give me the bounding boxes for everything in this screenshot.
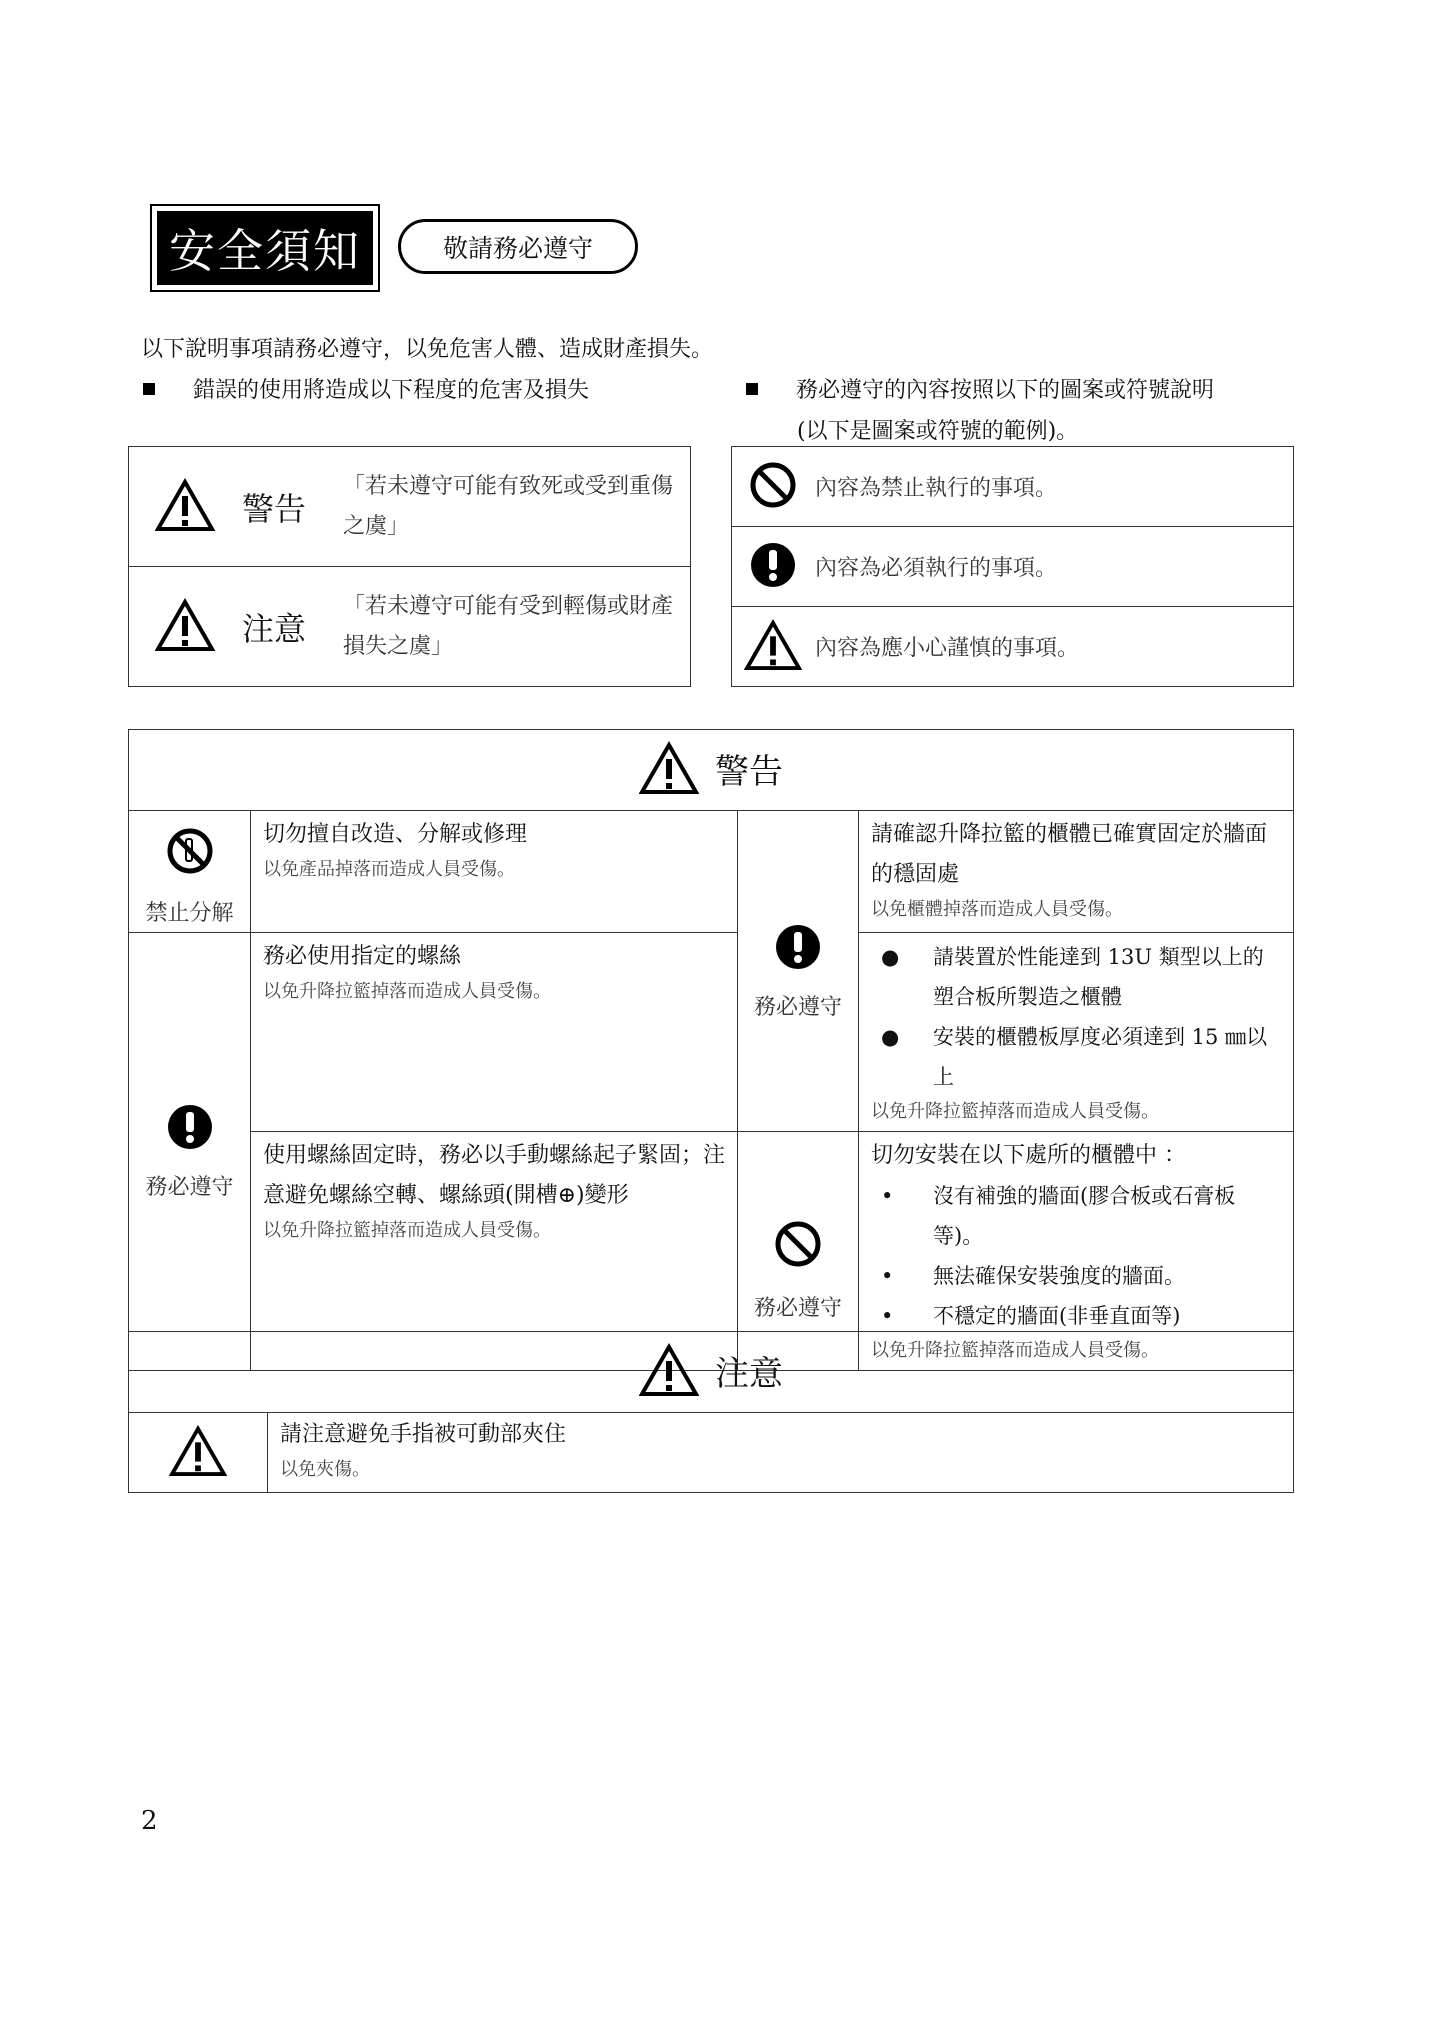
warning-item-note: 以免升降拉籃掉落而造成人員受傷。 <box>871 1340 1159 1361</box>
list-item: • 無法確保安裝強度的牆面。 <box>871 1256 1281 1296</box>
list-item: • 不穩定的牆面(非垂直面等) <box>871 1296 1281 1336</box>
unsuitable-walls-list <box>871 1176 1281 1336</box>
warning-triangle-icon <box>639 1343 699 1397</box>
mandatory-label: 務必遵守 <box>145 1175 234 1200</box>
warning-triangle-icon <box>639 741 699 795</box>
no-disassembly-cell <box>129 811 251 933</box>
level-row-warning <box>129 447 691 567</box>
no-disassembly-label: 禁止分解 <box>145 900 234 926</box>
right-heading: 務必遵守的內容按照以下的圖案或符號說明 <box>746 373 1214 404</box>
prohibition-icon <box>748 460 798 510</box>
square-bullet-icon <box>143 383 155 395</box>
must-follow-badge: 敬請務必遵守 <box>398 219 638 274</box>
hazard-levels-table <box>128 446 691 687</box>
bullet-dot-icon: ● <box>881 945 900 969</box>
warning-item-note: 以免升降拉籃掉落而造成人員受傷。 <box>263 981 551 1002</box>
warning-triangle-icon <box>155 478 215 532</box>
list-item: ● 安裝的櫃體板厚度必須達到 15 ㎜以上 <box>871 1017 1281 1097</box>
symbol-row <box>732 447 1294 527</box>
symbol-text: 內容為必須執行的事項。 <box>814 527 1294 607</box>
warning-item-title: 切勿安裝在以下處所的櫃體中 ： <box>871 1143 1186 1168</box>
level-text: 「若未遵守可能有致死或受到重傷之虞」 <box>331 447 691 567</box>
warning-item-note: 以免櫃體掉落而造成人員受傷。 <box>871 899 1123 920</box>
caution-section-title: 注意 <box>715 1353 783 1394</box>
mandatory-label: 務必遵守 <box>753 1296 842 1321</box>
intro-text: 以下說明事項請務必遵守，以免危害人體、造成財產損失。 <box>141 337 714 362</box>
page-number: 2 <box>141 1806 158 1836</box>
mandatory-cell <box>738 811 859 1132</box>
prohibition-icon <box>773 1219 823 1269</box>
caution-icon <box>744 619 802 671</box>
symbols-table <box>731 446 1294 687</box>
caution-icon <box>169 1425 227 1477</box>
mandatory-cell <box>129 933 251 1371</box>
no-disassembly-icon <box>165 826 215 876</box>
list-item: ● 請裝置於性能達到 13U 類型以上的塑合板所製造之櫃體 <box>871 937 1281 1017</box>
warning-section-title: 警告 <box>715 751 783 792</box>
title-box <box>150 204 380 292</box>
warning-item-title: 切勿擅自改造、分解或修理 <box>263 822 528 847</box>
panel-requirements-list <box>871 937 1281 1097</box>
bullet-dot-icon: • <box>881 1304 894 1328</box>
warning-item-note: 以免升降拉籃掉落而造成人員受傷。 <box>263 1220 551 1241</box>
bullet-dot-icon: • <box>881 1184 894 1208</box>
list-item: • 沒有補強的牆面(膠合板或石膏板等)。 <box>871 1176 1281 1256</box>
caution-item-title: 請注意避免手指被可動部夾住 <box>280 1422 567 1447</box>
warning-item-title: 請確認升降拉籃的櫃體已確實固定於牆面的穩固處 <box>871 822 1268 887</box>
mandatory-icon <box>773 922 823 972</box>
mandatory-label: 務必遵守 <box>753 994 842 1020</box>
caution-icon-cell <box>129 1413 268 1493</box>
warning-header-row <box>129 730 1294 811</box>
caution-item-note: 以免夾傷。 <box>280 1459 370 1480</box>
warning-item-title: 務必使用指定的螺絲 <box>263 944 462 969</box>
mandatory-icon <box>748 540 798 590</box>
level-label: 注意 <box>241 567 331 687</box>
bullet-dot-icon: ● <box>881 1025 900 1049</box>
warning-item-note: 以免升降拉籃掉落而造成人員受傷。 <box>871 1101 1159 1122</box>
symbol-row <box>732 607 1294 687</box>
bullet-dot-icon: • <box>881 1264 894 1288</box>
level-text: 「若未遵守可能有受到輕傷或財產損失之虞」 <box>331 567 691 687</box>
warning-item-title: 使用螺絲固定時，務必以手動螺絲起子緊固；注意避免螺絲空轉、螺絲頭(開槽⊕)變形 <box>263 1143 726 1208</box>
warning-item-note: 以免產品掉落而造成人員受傷。 <box>263 859 515 880</box>
warning-triangle-icon <box>155 598 215 652</box>
warning-section-table <box>128 729 1294 1371</box>
level-row-caution <box>129 567 691 687</box>
caution-header-row <box>129 1332 1294 1413</box>
mandatory-icon <box>165 1102 215 1152</box>
symbol-row <box>732 527 1294 607</box>
symbol-text: 內容為應小心謹慎的事項。 <box>814 607 1294 687</box>
caution-section-table <box>128 1331 1294 1493</box>
page-title: 安全須知 <box>157 211 373 285</box>
symbol-text: 內容為禁止執行的事項。 <box>814 447 1294 527</box>
level-label: 警告 <box>241 447 331 567</box>
left-heading: 錯誤的使用將造成以下程度的危害及損失 <box>143 373 589 404</box>
square-bullet-icon <box>746 383 758 395</box>
right-subheading: (以下是圖案或符號的範例)。 <box>797 419 1079 444</box>
